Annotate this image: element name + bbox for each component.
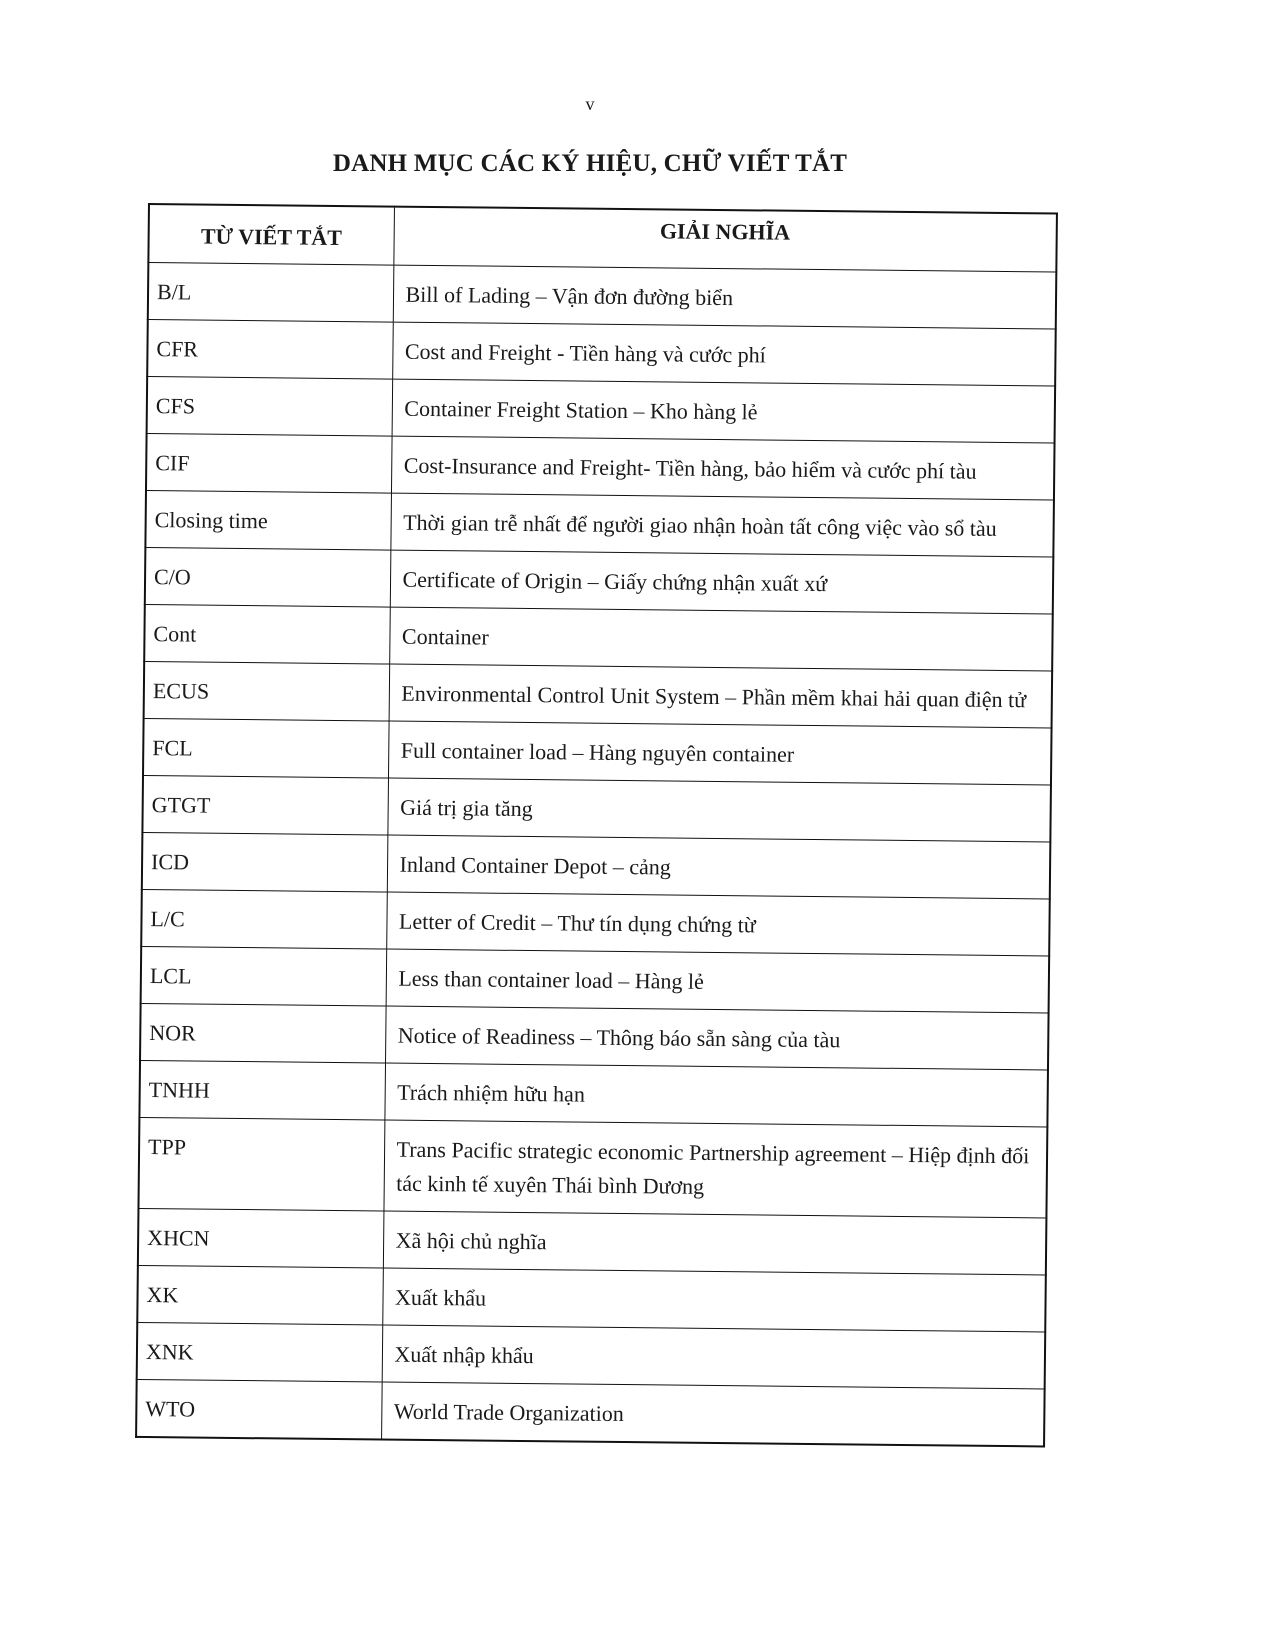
table-row bbox=[145, 547, 1054, 614]
table-row bbox=[137, 1265, 1046, 1332]
table-row bbox=[148, 262, 1057, 329]
meaning-cell: World Trade Organization bbox=[381, 1382, 1045, 1446]
table-row bbox=[138, 1208, 1047, 1275]
abbreviation-table-wrapper bbox=[135, 203, 1058, 1447]
abbreviation-cell: C/O bbox=[145, 547, 391, 607]
meaning-cell: Xã hội chủ nghĩa bbox=[383, 1211, 1047, 1275]
meaning-cell: Full container load – Hàng nguyên container bbox=[388, 721, 1052, 785]
table-row bbox=[141, 946, 1050, 1013]
meaning-cell: Xuất nhập khẩu bbox=[382, 1325, 1046, 1389]
meaning-cell: Thời gian trễ nhất để người giao nhận hoàn tất công việc vào sổ tàu bbox=[390, 493, 1054, 557]
abbreviation-cell: Cont bbox=[144, 604, 390, 664]
table-row bbox=[143, 718, 1052, 785]
header-meaning: GIẢI NGHĨA bbox=[393, 207, 1057, 272]
table-row bbox=[140, 1003, 1049, 1070]
table-row bbox=[138, 1117, 1047, 1218]
meaning-cell: Notice of Readiness – Thông báo sẵn sàng của tàu bbox=[385, 1006, 1049, 1070]
meaning-cell: Xuất khẩu bbox=[382, 1268, 1046, 1332]
abbreviation-cell: XK bbox=[137, 1265, 383, 1325]
header-abbreviation: TỪ VIẾT TẮT bbox=[148, 204, 394, 265]
table-row bbox=[147, 319, 1056, 386]
abbreviation-cell: CFR bbox=[147, 319, 393, 379]
abbreviation-cell: XHCN bbox=[138, 1208, 384, 1268]
meaning-cell: Cost and Freight - Tiền hàng và cước phí bbox=[392, 322, 1056, 386]
abbreviation-cell: XNK bbox=[137, 1322, 383, 1382]
abbreviation-cell: LCL bbox=[141, 946, 387, 1006]
meaning-cell: Container bbox=[389, 607, 1053, 671]
table-row bbox=[146, 433, 1055, 500]
abbreviation-cell: ICD bbox=[142, 832, 388, 892]
table-row bbox=[139, 1060, 1048, 1127]
abbreviation-cell: GTGT bbox=[142, 775, 388, 835]
page-title: DANH MỤC CÁC KÝ HIỆU, CHỮ VIẾT TẮT bbox=[332, 150, 848, 177]
table-row bbox=[137, 1322, 1046, 1389]
abbreviation-cell: CIF bbox=[146, 433, 392, 493]
meaning-cell: Cost-Insurance and Freight- Tiền hàng, bảo hiểm và cước phí tàu bbox=[391, 436, 1055, 500]
abbreviation-cell: WTO bbox=[136, 1379, 382, 1439]
meaning-cell: Certificate of Origin – Giấy chứng nhận xuất xứ bbox=[390, 550, 1054, 614]
abbreviation-cell: TNHH bbox=[139, 1060, 385, 1120]
table-row bbox=[142, 775, 1051, 842]
table-row bbox=[147, 376, 1056, 443]
meaning-cell: Giá trị gia tăng bbox=[387, 778, 1051, 842]
abbreviation-cell: B/L bbox=[148, 262, 394, 322]
meaning-cell: Trans Pacific strategic economic Partnership agreement – Hiệp định đối tác kinh tế xuyên Thái bình Dương bbox=[383, 1120, 1047, 1218]
abbreviation-cell: ECUS bbox=[144, 661, 390, 721]
meaning-cell: Trách nhiệm hữu hạn bbox=[384, 1063, 1048, 1127]
abbreviation-cell: TPP bbox=[138, 1117, 384, 1211]
table-row bbox=[136, 1379, 1045, 1446]
abbreviation-cell: L/C bbox=[141, 889, 387, 949]
table-row bbox=[142, 832, 1051, 899]
meaning-cell: Container Freight Station – Kho hàng lẻ bbox=[392, 379, 1056, 443]
meaning-cell: Less than container load – Hàng lẻ bbox=[386, 949, 1050, 1013]
table-header-row bbox=[148, 204, 1057, 272]
table-body bbox=[136, 262, 1056, 1446]
abbreviation-cell: CFS bbox=[147, 376, 393, 436]
abbreviation-cell: FCL bbox=[143, 718, 389, 778]
meaning-cell: Inland Container Depot – cảng bbox=[387, 835, 1051, 899]
table-row bbox=[144, 604, 1053, 671]
meaning-cell: Letter of Credit – Thư tín dụng chứng từ bbox=[386, 892, 1050, 956]
table-row bbox=[141, 889, 1050, 956]
abbreviation-table bbox=[135, 203, 1058, 1447]
meaning-cell: Environmental Control Unit System – Phần mềm khai hải quan điện tử bbox=[389, 664, 1053, 728]
abbreviation-cell: NOR bbox=[140, 1003, 386, 1063]
page-number: v bbox=[585, 94, 595, 114]
table-row bbox=[145, 490, 1054, 557]
meaning-cell: Bill of Lading – Vận đơn đường biển bbox=[393, 265, 1057, 329]
table-row bbox=[144, 661, 1053, 728]
abbreviation-cell: Closing time bbox=[145, 490, 391, 550]
